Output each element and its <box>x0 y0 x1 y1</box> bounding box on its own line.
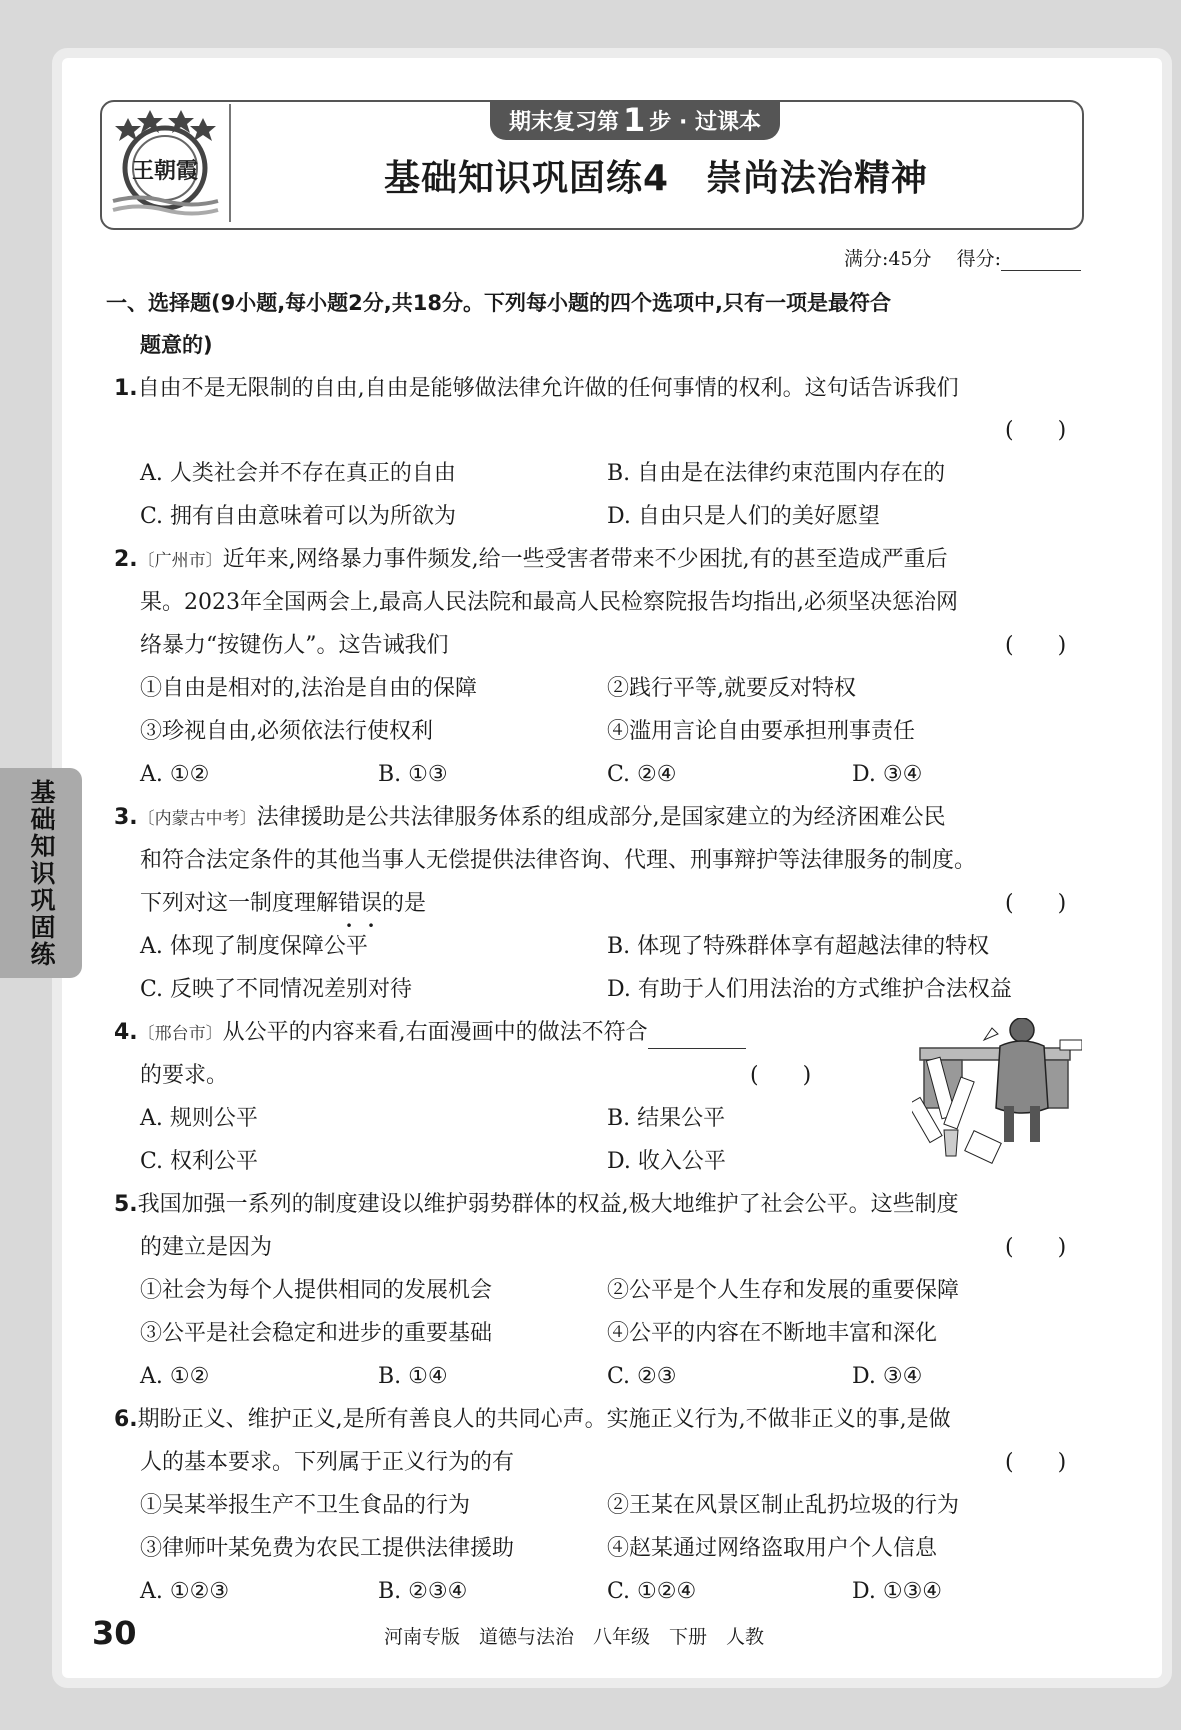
q5-statement-2: ②公平是个人生存和发展的重要保障 <box>607 1278 960 1303</box>
review-step-tab: 期末复习第 1 步 · 过课本 <box>490 100 780 140</box>
q5-statement-3: ③公平是社会稳定和进步的重要基础 <box>140 1321 493 1346</box>
q2-option-a[interactable]: A. ①② <box>140 762 210 787</box>
q5-option-d[interactable]: D. ③④ <box>852 1364 923 1389</box>
answer-blank-3[interactable]: ( ) <box>1005 891 1067 916</box>
svg-text:王朝霞: 王朝霞 <box>131 158 199 184</box>
cartoon-illustration <box>912 1018 1082 1173</box>
q2-option-b[interactable]: B. ①③ <box>378 762 448 787</box>
q5-statement-4: ④公平的内容在不断地丰富和深化 <box>607 1321 938 1346</box>
q3-option-b[interactable]: B. 体现了特殊群体享有超越法律的特权 <box>607 934 990 959</box>
question-5-stem: 5.我国加强一系列的制度建设以维护弱势群体的权益,极大地维护了社会公平。这些制度 <box>114 1192 959 1217</box>
question-5-stem-2: 的建立是因为 <box>140 1235 273 1260</box>
question-6-stem: 6.期盼正义、维护正义,是所有善良人的共同心声。实施正义行为,不做非正义的事,是做 <box>114 1407 951 1432</box>
question-1-stem: 1.自由不是无限制的自由,自由是能够做法律允许做的任何事情的权利。这句话告诉我们 <box>114 376 959 401</box>
q1-option-d[interactable]: D. 自由只是人们的美好愿望 <box>607 504 880 529</box>
q2-option-d[interactable]: D. ③④ <box>852 762 923 787</box>
q2-statement-2: ②践行平等,就要反对特权 <box>607 676 856 701</box>
answer-blank-2[interactable]: ( ) <box>1005 633 1067 658</box>
q6-statement-1: ①吴某举报生产不卫生食品的行为 <box>140 1493 471 1518</box>
q2-statement-3: ③珍视自由,必须依法行使权利 <box>140 719 433 744</box>
q6-statement-3: ③律师叶某免费为农民工提供法律援助 <box>140 1536 515 1561</box>
q6-option-c[interactable]: C. ①②④ <box>607 1579 697 1604</box>
q3-option-d[interactable]: D. 有助于人们用法治的方式维护合法权益 <box>607 977 1012 1002</box>
publisher-logo <box>108 106 223 218</box>
page-number: 30 <box>92 1614 137 1652</box>
answer-blank-1[interactable]: ( ) <box>1005 418 1067 443</box>
q5-option-c[interactable]: C. ②③ <box>607 1364 677 1389</box>
question-4-stem: 4.〔邢台市〕从公平的内容来看,右面漫画中的做法不符合 <box>114 1018 746 1049</box>
q6-statement-4: ④赵某通过网络盗取用户个人信息 <box>607 1536 938 1561</box>
footer-info: 河南专版 道德与法治 八年级 下册 人教 <box>384 1626 765 1648</box>
q6-option-d[interactable]: D. ①③④ <box>852 1579 943 1604</box>
q4-option-c[interactable]: C. 权利公平 <box>140 1149 259 1174</box>
q6-statement-2: ②王某在风景区制止乱扔垃圾的行为 <box>607 1493 960 1518</box>
q2-option-c[interactable]: C. ②④ <box>607 762 677 787</box>
q4-option-a[interactable]: A. 规则公平 <box>140 1106 258 1131</box>
question-3-stem: 3.〔内蒙古中考〕法律援助是公共法律服务体系的组成部分,是国家建立的为经济困难公民 <box>114 805 946 830</box>
q5-option-a[interactable]: A. ①② <box>140 1364 210 1389</box>
q3-option-a[interactable]: A. 体现了制度保障公平 <box>140 934 368 959</box>
page-title: 基础知识巩固练4 崇尚法治精神 <box>383 158 929 199</box>
question-4-stem-2: 的要求。 <box>140 1063 229 1088</box>
q4-option-b[interactable]: B. 结果公平 <box>607 1106 726 1131</box>
q4-option-d[interactable]: D. 收入公平 <box>607 1149 726 1174</box>
q2-statement-4: ④滥用言论自由要承担刑事责任 <box>607 719 916 744</box>
q3-option-c[interactable]: C. 反映了不同情况差别对待 <box>140 977 413 1002</box>
side-section-tab: 基础知识巩固练 <box>0 768 82 978</box>
q5-statement-1: ①社会为每个人提供相同的发展机会 <box>140 1278 493 1303</box>
q1-option-a[interactable]: A. 人类社会并不存在真正的自由 <box>140 461 456 486</box>
logo-divider <box>229 104 231 222</box>
question-3-stem-2: 和符合法定条件的其他当事人无偿提供法律咨询、代理、刑事辩护等法律服务的制度。 <box>140 848 977 873</box>
question-2-stem-2: 果。2023年全国两会上,最高人民法院和最高人民检察院报告均指出,必须坚决惩治网 <box>140 590 958 615</box>
question-6-stem-2: 人的基本要求。下列属于正义行为的有 <box>140 1450 515 1475</box>
fill-blank[interactable] <box>648 1026 746 1049</box>
q6-option-a[interactable]: A. ①②③ <box>140 1579 230 1604</box>
q6-option-b[interactable]: B. ②③④ <box>378 1579 468 1604</box>
score-blank[interactable] <box>1001 252 1081 271</box>
answer-blank-6[interactable]: ( ) <box>1005 1450 1067 1475</box>
question-2-stem-3: 络暴力“按键伤人”。这告诫我们 <box>140 633 449 658</box>
q2-statement-1: ①自由是相对的,法治是自由的保障 <box>140 676 477 701</box>
answer-blank-4[interactable]: ( ) <box>750 1063 812 1088</box>
section-heading-cont: 题意的) <box>140 333 213 357</box>
question-3-stem-3: 下列对这一制度理解错误的是 <box>140 891 427 916</box>
section-heading: 一、选择题(9小题,每小题2分,共18分。下列每小题的四个选项中,只有一项是最符合 <box>106 291 891 315</box>
answer-blank-5[interactable]: ( ) <box>1005 1235 1067 1260</box>
q5-option-b[interactable]: B. ①④ <box>378 1364 448 1389</box>
score-line: 满分:45分 得分: <box>844 244 1081 271</box>
q1-option-c[interactable]: C. 拥有自由意味着可以为所欲为 <box>140 504 457 529</box>
question-2-stem: 2.〔广州市〕近年来,网络暴力事件频发,给一些受害者带来不少困扰,有的甚至造成严重后 <box>114 547 948 572</box>
q1-option-b[interactable]: B. 自由是在法律约束范围内存在的 <box>607 461 946 486</box>
